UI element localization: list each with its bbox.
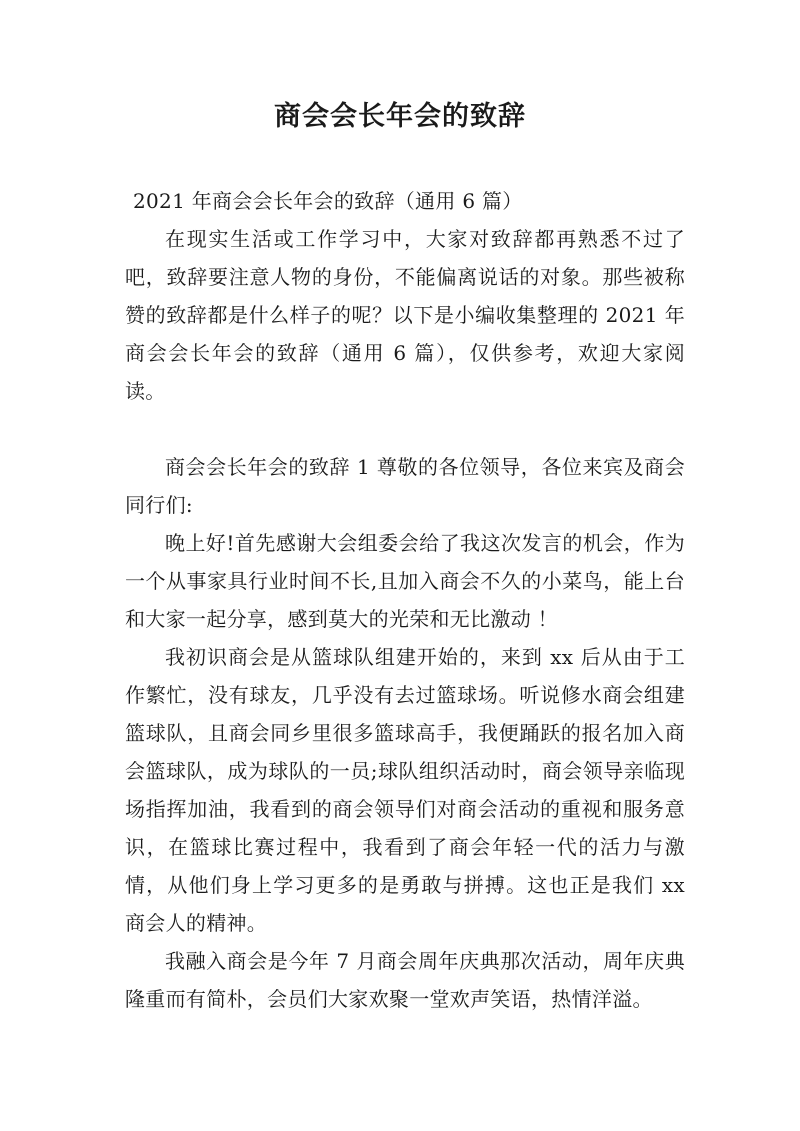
document-subtitle: 2021 年商会会长年会的致辞（通用 6 篇） xyxy=(133,189,523,213)
basketball-paragraph: 我初识商会是从篮球队组建开始的，来到 xx 后从由于工作繁忙，没有球友，几乎没有去过篮球场。听说修水商会组建篮球队，且商会同乡里很多篮球高手，我便踊跃的报名加入商会篮球队，成为球队的一员;球队组织活动时，商会领导亲临现场指挥加油，我看到的商会领导们对商会活动的重视和服务意识，在篮球比赛过程中，我看到了商会年轻一代的活力与激情，从他们身上学习更多的是勇敢与拼搏。这也正是我们 xx 商会人的精神。 xyxy=(125,645,685,935)
anniversary-paragraph: 我融入商会是今年 7 月商会周年庆典那次活动，周年庆典隆重而有简朴，会员们大家欢聚一堂欢声笑语，热情洋溢。 xyxy=(125,949,685,1011)
intro-paragraph: 在现实生活或工作学习中，大家对致辞都再熟悉不过了吧，致辞要注意人物的身份，不能偏离说话的对象。那些被称赞的致辞都是什么样子的呢？以下是小编收集整理的 2021 年商会会长年会的致辞（通用 6 篇），仅供参考，欢迎大家阅读。 xyxy=(125,227,685,403)
greeting-paragraph: 晚上好!首先感谢大会组委会给了我这次发言的机会，作为一个从事家具行业时间不长,且加入商会不久的小菜鸟，能上台和大家一起分享，感到莫大的光荣和无比激动 ！ xyxy=(125,531,685,631)
document-title: 商会会长年会的致辞 xyxy=(274,101,526,132)
speech-opening-paragraph: 商会会长年会的致辞 1 尊敬的各位领导，各位来宾及商会同行们: xyxy=(125,455,685,517)
paragraph-spacer xyxy=(125,410,685,448)
document-body xyxy=(125,182,685,1018)
